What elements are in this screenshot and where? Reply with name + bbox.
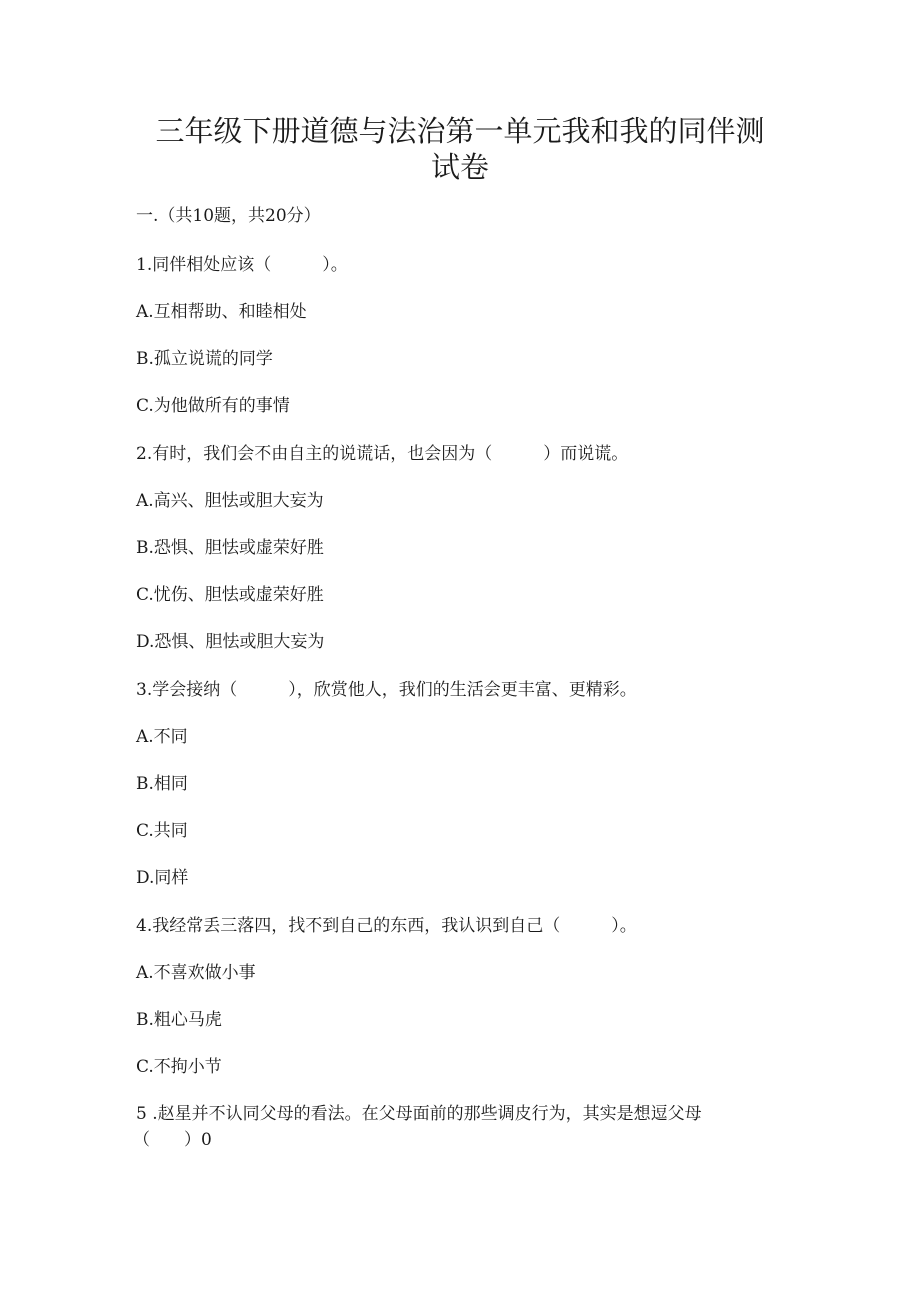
question-3-option-a: A.不同 (136, 727, 188, 747)
question-3-stem: 3.学会接纳（ ），欣赏他人，我们的生活会更丰富、更精彩。 (136, 680, 637, 700)
question-5-stem: 5 .赵星并不认同父母的看法。在父母面前的那些调皮行为，其实是想逗父母 (136, 1104, 702, 1124)
page-title-line-1: 三年级下册道德与法治第一单元我和我的同伴测 (155, 114, 765, 148)
question-2-option-d: D.恐惧、胆怯或胆大妄为 (136, 632, 325, 652)
question-3-option-d: D.同样 (136, 868, 189, 888)
question-1-option-b: B.孤立说谎的同学 (136, 349, 273, 369)
question-4-option-b: B.粗心马虎 (136, 1010, 222, 1030)
question-3-option-c: C.共同 (136, 821, 188, 841)
question-4-option-c: C.不拘小节 (136, 1057, 222, 1077)
question-3-option-b: B.相同 (136, 774, 188, 794)
question-5-stem-continued: （ ）0 (133, 1130, 212, 1150)
question-1-option-c: C.为他做所有的事情 (136, 396, 290, 416)
question-4-option-a: A.不喜欢做小事 (136, 963, 256, 983)
question-2-option-b: B.恐惧、胆怯或虚荣好胜 (136, 538, 324, 558)
question-2-option-c: C.忧伤、胆怯或虚荣好胜 (136, 585, 324, 605)
page-title-line-2: 试卷 (430, 150, 489, 184)
question-4-stem: 4.我经常丢三落四，找不到自己的东西，我认识到自己（ ）。 (136, 916, 637, 936)
question-1-stem: 1.同伴相处应该（ ）。 (136, 255, 348, 275)
question-2-option-a: A.高兴、胆怯或胆大妄为 (136, 491, 324, 511)
question-1-option-a: A.互相帮助、和睦相处 (136, 302, 307, 322)
question-2-stem: 2.有时，我们会不由自主的说谎话，也会因为（ ）而说谎。 (136, 444, 629, 464)
section-heading: 一.（共10题，共20分） (136, 206, 321, 226)
